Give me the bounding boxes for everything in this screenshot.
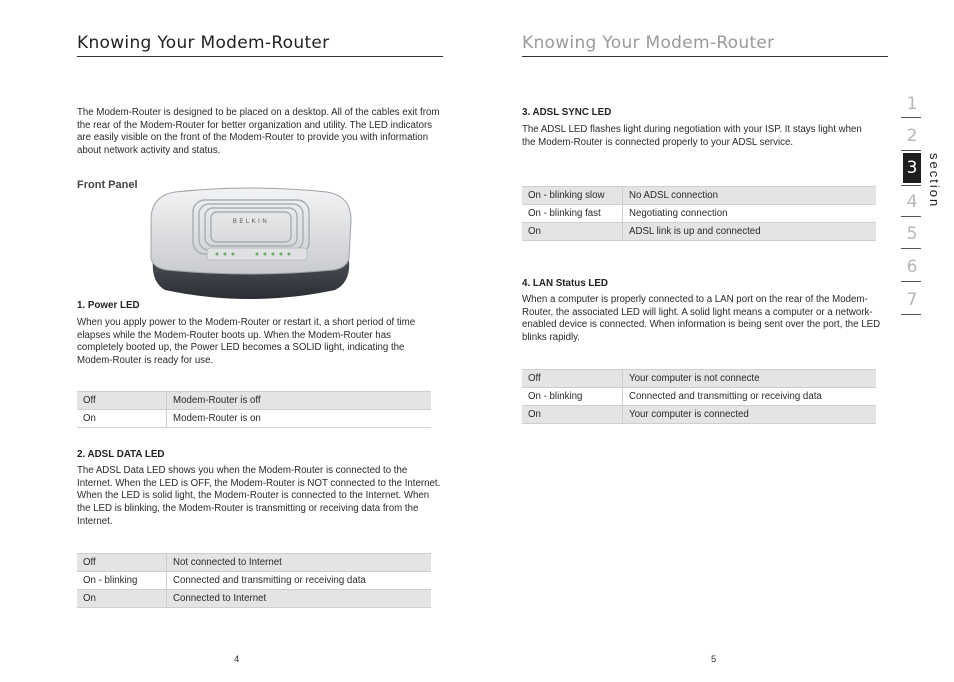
section-nav-divider [901, 185, 921, 186]
intro-paragraph: The Modem-Router is designed to be placed on a desktop. All of the cables exit from the rear of the Modem-Router for better organization and utility. The LED indicators are easily visible on the front of the Modem-Router to provide you with information about network activity and status. [77, 107, 440, 157]
table-row [522, 406, 876, 424]
section-nav-divider [901, 216, 921, 217]
table-cell-state: On - blinking fast [522, 205, 623, 223]
table-cell-meaning: Your computer is connected [623, 406, 877, 424]
table-row [522, 187, 876, 205]
section-nav-item-5[interactable]: 5 [906, 224, 918, 244]
device-brand-text: BELKIN [232, 219, 270, 225]
table-cell-state: On - blinking [77, 572, 167, 590]
section-nav-item-2[interactable]: 2 [906, 126, 918, 146]
table-row [522, 223, 876, 241]
table-cell-state: Off [522, 370, 623, 388]
lan-status-led-table [522, 369, 876, 424]
section-nav-divider [901, 248, 921, 249]
table-cell-state: On [522, 223, 623, 241]
page-title-right: Knowing Your Modem-Router [522, 33, 775, 53]
table-cell-state: On - blinking slow [522, 187, 623, 205]
lan-status-led-heading: 4. LAN Status LED [522, 278, 609, 289]
front-panel-label: Front Panel [77, 179, 138, 191]
adsl-sync-led-table [522, 186, 876, 241]
section-label: section [927, 153, 942, 209]
section-nav-item-3[interactable]: 3 [903, 153, 921, 183]
table-cell-meaning: Modem-Router is off [167, 392, 432, 410]
page-title-left: Knowing Your Modem-Router [77, 33, 330, 53]
section-nav-item-7[interactable]: 7 [906, 290, 918, 310]
page-number-left: 4 [234, 654, 240, 665]
table-cell-meaning: Connected to Internet [167, 590, 432, 608]
power-led-heading: 1. Power LED [77, 300, 140, 311]
table-row [77, 590, 431, 608]
modem-router-image [145, 186, 355, 304]
table-cell-state: Off [77, 392, 167, 410]
table-cell-meaning: Connected and transmitting or receiving data [167, 572, 432, 590]
table-cell-meaning: Negotiating connection [623, 205, 877, 223]
adsl-data-led-heading: 2. ADSL DATA LED [77, 449, 165, 460]
section-nav-item-6[interactable]: 6 [906, 257, 918, 277]
table-row [77, 392, 431, 410]
adsl-sync-led-heading: 3. ADSL SYNC LED [522, 107, 612, 118]
section-nav-item-1[interactable]: 1 [906, 94, 918, 114]
table-cell-meaning: ADSL link is up and connected [623, 223, 877, 241]
table-cell-state: Off [77, 554, 167, 572]
table-cell-meaning: Modem-Router is on [167, 410, 432, 428]
section-nav-item-4[interactable]: 4 [906, 192, 918, 212]
table-cell-meaning: Not connected to Internet [167, 554, 432, 572]
power-led-paragraph: When you apply power to the Modem-Router or restart it, a short period of time elapses while the Modem-Router boots up. When the Modem-Router has completely booted up, the Power LED becomes a SOLID light, indicating the Modem-Router is ready for use. [77, 317, 416, 367]
table-row [522, 370, 876, 388]
table-cell-meaning: Your computer is not connecte [623, 370, 877, 388]
table-row [522, 388, 876, 406]
adsl-data-led-paragraph: The ADSL Data LED shows you when the Modem-Router is connected to the Internet. When the LED is OFF, the Modem-Router is NOT connected to the Internet. When the LED is solid light, the Modem-Router is connected to the Internet. When the LED is blinking, the Modem-Router is transmitting or receiving data from the Internet. [77, 465, 441, 527]
adsl-sync-led-paragraph: The ADSL LED flashes light during negotiation with your ISP. It stays light when the Modem-Router is connected properly to your ADSL service. [522, 124, 862, 148]
section-nav-divider [901, 281, 921, 282]
table-cell-state: On - blinking [522, 388, 623, 406]
table-cell-meaning: Connected and transmitting or receiving data [623, 388, 877, 406]
lan-status-led-paragraph: When a computer is properly connected to a LAN port on the rear of the Modem-Router, the associated LED will light. A solid light means a computer or a network-enabled device is connected. When information is being sent over the port, the LED blinks rapidly. [522, 294, 881, 344]
table-cell-state: On [77, 590, 167, 608]
table-row [522, 205, 876, 223]
table-row [77, 572, 431, 590]
power-led-table [77, 391, 431, 428]
section-nav-divider [901, 150, 921, 151]
table-row [77, 410, 431, 428]
page-number-right: 5 [711, 654, 717, 665]
adsl-data-led-table [77, 553, 431, 608]
title-rule-left [77, 56, 443, 57]
table-cell-state: On [522, 406, 623, 424]
table-cell-meaning: No ADSL connection [623, 187, 877, 205]
section-nav-divider [901, 314, 921, 315]
table-cell-state: On [77, 410, 167, 428]
table-row [77, 554, 431, 572]
section-nav-divider [901, 117, 921, 118]
title-rule-right [522, 56, 888, 57]
